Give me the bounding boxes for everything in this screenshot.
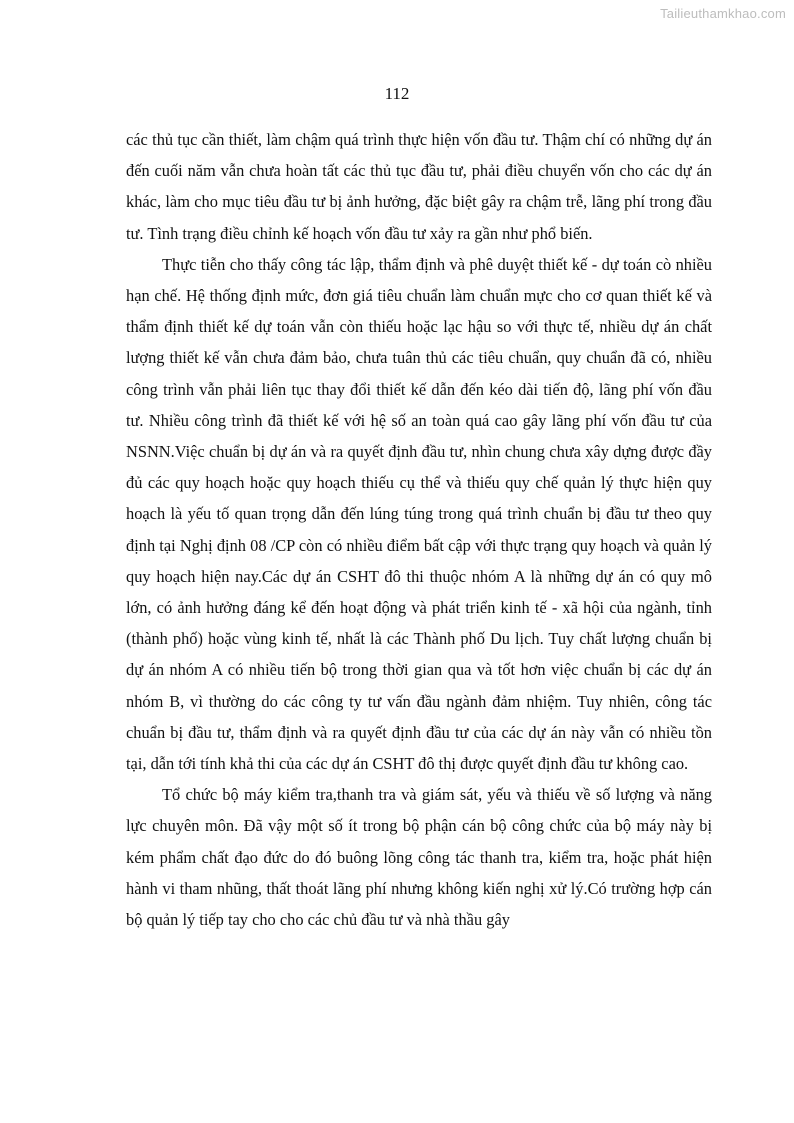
watermark-text: Tailieuthamkhao.com — [660, 6, 786, 21]
paragraph-3: Tổ chức bộ máy kiểm tra,thanh tra và giám sát, yếu và thiếu về số lượng và năng lực chuyên môn. Đã vậy một số ít trong bộ phận cán bộ công chức của bộ máy này bị kém phẩm chất đạo đức do đó buông lõng công tác thanh tra, kiểm tra, hoặc phát hiện hành vi tham nhũng, thất thoát lãng phí nhưng không kiến nghị xử lý.Có trường hợp cán bộ quản lý tiếp tay cho cho các chủ đầu tư và nhà thầu gây — [126, 785, 712, 930]
paragraph-2: Thực tiễn cho thấy công tác lập, thẩm định và phê duyệt thiết kế - dự toán cò nhiều hạn chế. Hệ thống định mức, đơn giá tiêu chuẩn làm chuẩn mực cho cơ quan thiết kế và thẩm định thiết kế dự toán vẫn còn thiếu hoặc lạc hậu so với thực tế, nhiều dự án chất lượng thiết kế vẫn chưa đảm bảo, chưa tuân thủ các tiêu chuẩn, quy chuẩn đã có, nhiều công trình vẫn phải liên tục thay đổi thiết kế dẫn đến kéo dài tiến độ, lãng phí vốn đầu tư. Nhiều công trình đã thiết kế với hệ số an toàn quá cao gây lãng phí vốn đầu tư của NSNN.Việc chuẩn bị dự án và ra quyết định đầu tư, nhìn chung chưa xây dựng được đầy đủ các quy hoạch hoặc quy hoạch thiếu cụ thể và thiếu quy chế quản lý thực hiện quy hoạch là yếu tố quan trọng dẫn đến lúng túng trong quá trình chuẩn bị đầu tư theo quy định tại Nghị định 08 /CP còn có nhiều điểm bất cập với thực trạng quy hoạch và quản lý quy hoạch hiện nay.Các dự án CSHT đô thi thuộc nhóm A là những dự án có quy mô lớn, có ảnh hưởng đáng kể đến hoạt động và phát triển kinh tế - xã hội của ngành, tỉnh (thành phố) hoặc vùng kinh tế, nhất là các Thành phố Du lịch. Tuy chất lượng chuẩn bị dự án nhóm A có nhiều tiến bộ trong thời gian qua và tốt hơn việc chuẩn bị các dự án nhóm B, vì thường do các công ty tư vấn đầu ngành đảm nhiệm. Tuy nhiên, công tác chuẩn bị đầu tư, thẩm định và ra quyết định đầu tư của các dự án này vẫn có nhiều tồn tại, dẫn tới tính khả thi của các dự án CSHT đô thị được quyết định đầu tư không cao. — [126, 254, 712, 774]
page-number: 112 — [384, 84, 410, 103]
paragraph-1: các thủ tục cần thiết, làm chậm quá trình thực hiện vốn đầu tư. Thậm chí có những dự án đến cuối năm vẫn chưa hoàn tất các thủ tục đầu tư, phải điều chuyển vốn cho các dự án khác, làm cho mục tiêu đầu tư bị ảnh hưởng, đặc biệt gây ra chậm trễ, lãng phí trong đầu tư. Tình trạng điều chỉnh kế hoạch vốn đầu tư xảy ra gần như phổ biến. — [126, 130, 712, 243]
document-body — [126, 124, 712, 935]
